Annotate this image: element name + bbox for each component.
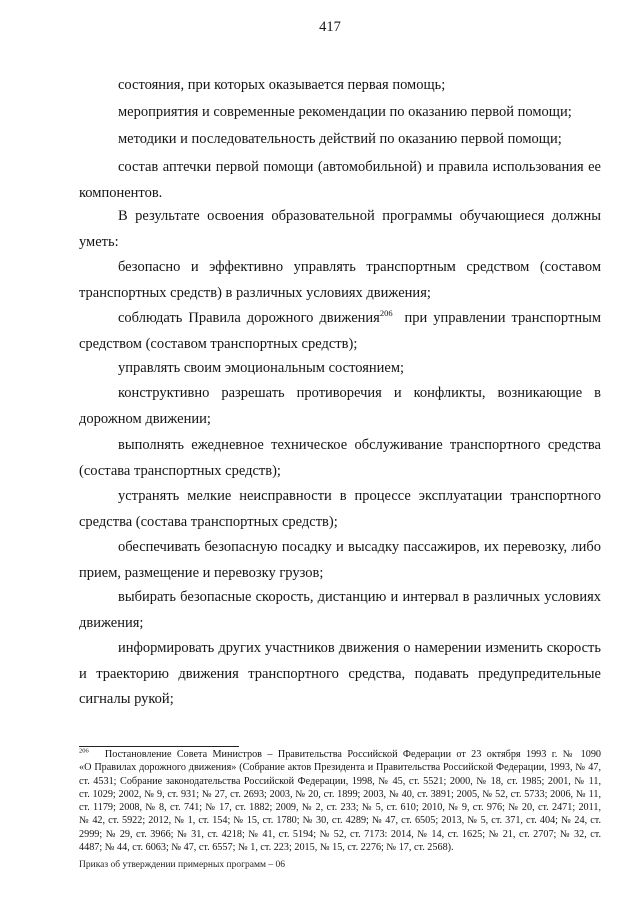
text-line: и траекторию движения транспортного средства, подавать предупредительные (79, 665, 601, 682)
paragraph (79, 535, 601, 586)
footnote-divider (79, 746, 239, 747)
text-line: (состава транспортных средств); (79, 462, 281, 479)
document-footer: Приказ об утверждении примерных программ – 06 (79, 860, 285, 870)
text-line: В результате освоения образовательной программы обучающиеся должны (118, 208, 601, 224)
paragraph (79, 73, 601, 99)
footnote-line: № 42, ст. 5922; 2012, № 1, ст. 154; № 15, ст. 1780; № 30, ст. 4289; № 47, ст. 6505; 2013, № 5, ст. 371, ст. 404; № 24, ст. (79, 815, 601, 827)
text-segment: при управлении транспортным (404, 310, 601, 326)
paragraph (79, 306, 601, 357)
paragraph (79, 381, 601, 432)
text-line: обеспечивать безопасную посадку и высадку пассажиров, их перевозку, либо (118, 539, 601, 555)
paragraph (79, 484, 601, 535)
paragraph (79, 255, 601, 306)
paragraph (79, 155, 601, 206)
text-line: состав аптечки первой помощи (автомобильной) и правила использования ее (118, 159, 601, 175)
text-line: информировать других участников движения о намерении изменить скорость (118, 640, 601, 656)
text-line: безопасно и эффективно управлять транспортным средством (составом (118, 259, 601, 275)
text-line: методики и последовательность действий по оказанию первой помощи; (118, 131, 562, 147)
text-line: дорожном движении; (79, 410, 211, 427)
paragraph (79, 356, 601, 382)
footnote-line: ст. 1179; 2008, № 8, ст. 741; № 17, ст. 1882; 2009, № 2, ст. 233; № 5, ст. 610; 2010, № 9, ст. 976; № 20, ст. 2471; 2011, (79, 802, 601, 814)
paragraph (79, 204, 601, 255)
text-line: конструктивно разрешать противоречия и конфликты, возникающие в (118, 385, 601, 401)
paragraph (79, 585, 601, 636)
footnote-line: ст. 1029; 2002, № 9, ст. 931; № 27, ст. 2693; 2003, № 20, ст. 1899; 2003, № 40, ст. 3891; 2005, № 52, ст. 5733; 2006, № 11, (79, 788, 601, 800)
text-line: мероприятия и современные рекомендации по оказанию первой помощи; (118, 104, 572, 120)
footnote-line (79, 748, 601, 761)
text-line: прием, размещение и перевозку грузов; (79, 564, 324, 581)
paragraph (79, 127, 601, 153)
text-line: средством (составом транспортных средств); (79, 335, 358, 352)
text-segment: Постановление Совета Министров – Правительства Российской Федерации от 23 октября 1993 г. № 1090 (104, 749, 602, 760)
footnote-line: «О Правилах дорожного движения» (Собрание актов Президента и Правительства Российской Федерации, 1993, № 47, (79, 762, 601, 774)
text-line: устранять мелкие неисправности в процессе эксплуатации транспортного (118, 488, 601, 504)
text-line: уметь: (79, 233, 119, 250)
text-line: движения; (79, 614, 144, 631)
footnote (79, 748, 601, 854)
paragraph (79, 100, 601, 126)
paragraph (79, 433, 601, 484)
text-line: состояния, при которых оказывается первая помощь; (118, 77, 446, 93)
footnote-line: 2999; № 29, ст. 3966; № 31, ст. 4218; № 41, ст. 5194; № 52, ст. 7173: 2014, № 14, ст. 1625; № 21, ст. 2707; № 32, ст. (79, 828, 601, 840)
text-line: управлять своим эмоциональным состоянием; (118, 360, 405, 376)
page-number: 417 (319, 19, 341, 35)
footnote-mark: 206 (79, 747, 89, 755)
text-line (79, 306, 601, 332)
text-line: выбирать безопасные скорость, дистанцию и интервал в различных условиях (118, 589, 601, 605)
text-line: выполнять ежедневное техническое обслуживание транспортного средства (118, 437, 601, 453)
text-line: сигналы рукой; (79, 691, 174, 707)
text-segment: соблюдать Правила дорожного движения (118, 310, 380, 326)
footnote-line: 4487; № 44, ст. 6063; № 47, ст. 6557; № 1, ст. 223; 2015, № 15, ст. 2276; № 17, ст. 2568). (79, 842, 454, 854)
text-line: средства (состава транспортных средств); (79, 513, 338, 530)
paragraph (79, 636, 601, 713)
footnote-reference: 206 (379, 308, 393, 319)
text-line: компонентов. (79, 184, 163, 201)
text-line: транспортных средств) в различных условиях движения; (79, 284, 431, 301)
footnote-line: ст. 4531; Собрание законодательства Российской Федерации, 1998, № 45, ст. 5521; 2000, № 18, ст. 1985; 2001, № 11, (79, 775, 601, 787)
